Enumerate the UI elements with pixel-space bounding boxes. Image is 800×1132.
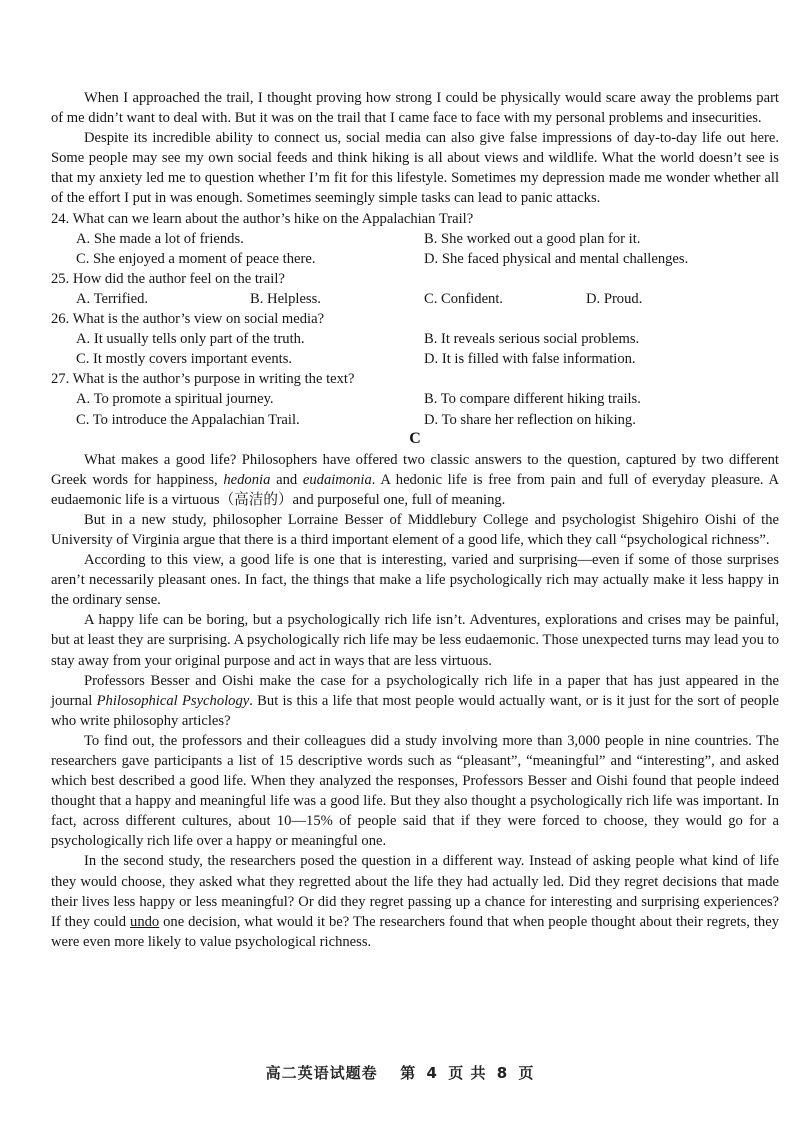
section-heading-c: C xyxy=(409,429,421,447)
option-b: B. Helpless. xyxy=(250,290,321,307)
passage-c-paragraph-6: To find out, the professors and their colleagues did a study involving more than 3,000 people in nine countries. The researchers gave participants a list of 15 descriptive words such as “pleasant”, “meaningful” and “interesting”, and asked which best described a good life. When they analyzed the responses, Professors Besser and Oishi found that people indeed thought that a happy and meaningful life was a good life. But they also thought a psychologically rich life was important. In fact, across different cultures, about 10—15% of people said that if they were forced to choose, they would go for a psychologically rich life over a happy or meaningful one. xyxy=(51,732,779,850)
options xyxy=(51,389,779,429)
option-c: C. She enjoyed a moment of peace there. xyxy=(76,250,316,267)
passage-b-paragraph: When I approached the trail, I thought proving how strong I could be physically would scare away the problems part of me didn’t want to deal with. But it was on the trail that I came face to face with my personal problems and insecurities. xyxy=(51,90,779,127)
question-26 xyxy=(51,309,779,369)
question-stem: 26. What is the author’s view on social media? xyxy=(51,311,325,328)
exam-title: 高二英语试题卷 xyxy=(265,1064,378,1082)
question-24 xyxy=(51,209,779,269)
options xyxy=(51,229,779,269)
option-c: C. It mostly covers important events. xyxy=(76,351,293,368)
option-d: D. It is filled with false information. xyxy=(424,351,636,368)
passage-b-paragraph: Despite its incredible ability to connect us, social media can also give false impressions of day-to-day life out here. Some people may see my own social feeds and think hiking is all about views and wildlife. What the world doesn’t see is that my anxiety led me to question whether I’m fit for this lifestyle. Sometimes my depression made me wonder whether all of the effort I put in was enough. Sometimes seemingly simple tasks can lead to panic attacks. xyxy=(51,130,779,207)
question-25 xyxy=(51,269,779,309)
option-a: A. She made a lot of friends. xyxy=(76,230,244,247)
underlined-word: undo xyxy=(130,913,160,930)
question-stem: 27. What is the author’s purpose in writing the text? xyxy=(51,371,355,388)
page-footer: 高二英语试题卷 第 4 页 共 8 页 xyxy=(265,1064,535,1082)
option-d: D. Proud. xyxy=(586,290,643,307)
question-27 xyxy=(51,369,779,429)
option-c: C. Confident. xyxy=(424,290,504,307)
passage-c-paragraph-5: Professors Besser and Oishi make the case for a psychologically rich life in a paper that has just appeared in the journal Philosophical Psychology. But is this a life that most people would actually want, or is it just for the sort of people who write philosophy articles? xyxy=(51,672,779,729)
options xyxy=(51,329,779,369)
question-stem: 24. What can we learn about the author’s hike on the Appalachian Trail? xyxy=(51,210,474,227)
option-b: B. To compare different hiking trails. xyxy=(424,391,641,408)
passage-c-paragraph-1: What makes a good life? Philosophers have offered two classic answers to the question, captured by two different Greek words for happiness, hedonia and eudaimonia. A hedonic life is free from pain and full of everyday pleasure. A eudaemonic life is a virtuous（高洁的）and purposeful one, full of meaning. xyxy=(51,451,780,508)
page-current: 4 xyxy=(426,1064,438,1082)
page-total: 8 xyxy=(496,1064,509,1082)
option-b: B. She worked out a good plan for it. xyxy=(424,230,641,247)
options xyxy=(51,289,779,309)
option-d: D. To share her reflection on hiking. xyxy=(424,411,636,428)
passage-c-paragraph-2: But in a new study, philosopher Lorraine Besser of Middlebury College and psychologist Shigehiro Oishi of the University of Virginia argue that there is a third important element of a good life, which they call “psychological richness”. xyxy=(51,511,779,548)
option-d: D. She faced physical and mental challenges. xyxy=(424,250,689,267)
question-stem: 25. How did the author feel on the trail? xyxy=(51,270,285,287)
passage-c-paragraph-4: A happy life can be boring, but a psychologically rich life isn’t. Adventures, explorations and crises may be painful, but at least they are surprising. A psychologically rich life may be less eudaemonic. Those unexpected turns may lead you to stay away from your original purpose and act in ways that are less virtuous. xyxy=(51,612,779,669)
exam-page xyxy=(51,88,779,952)
option-a: A. Terrified. xyxy=(76,290,149,307)
option-b: B. It reveals serious social problems. xyxy=(424,331,640,348)
option-a: A. To promote a spiritual journey. xyxy=(76,391,274,408)
option-c: C. To introduce the Appalachian Trail. xyxy=(76,411,300,428)
passage-c-paragraph-3: According to this view, a good life is one that is interesting, varied and surprising—even if some of those surprises aren’t necessarily pleasant ones. In fact, the things that make a life psychologically rich may actually make it less happy in the ordinary sense. xyxy=(51,552,779,609)
option-a: A. It usually tells only part of the truth. xyxy=(76,331,305,348)
passage-c-paragraph-7: In the second study, the researchers posed the question in a different way. Instead of asking people what kind of life they would choose, they asked what they regretted about the life they had actually led. Did they regret decisions that made their lives less happy or less meaningful? Or did they regret passing up a chance for interesting and surprising experiences? If they could undo one decision, what would it be? The researchers found that when people thought about their regrets, they were even more likely to value psychological richness. xyxy=(51,853,779,950)
